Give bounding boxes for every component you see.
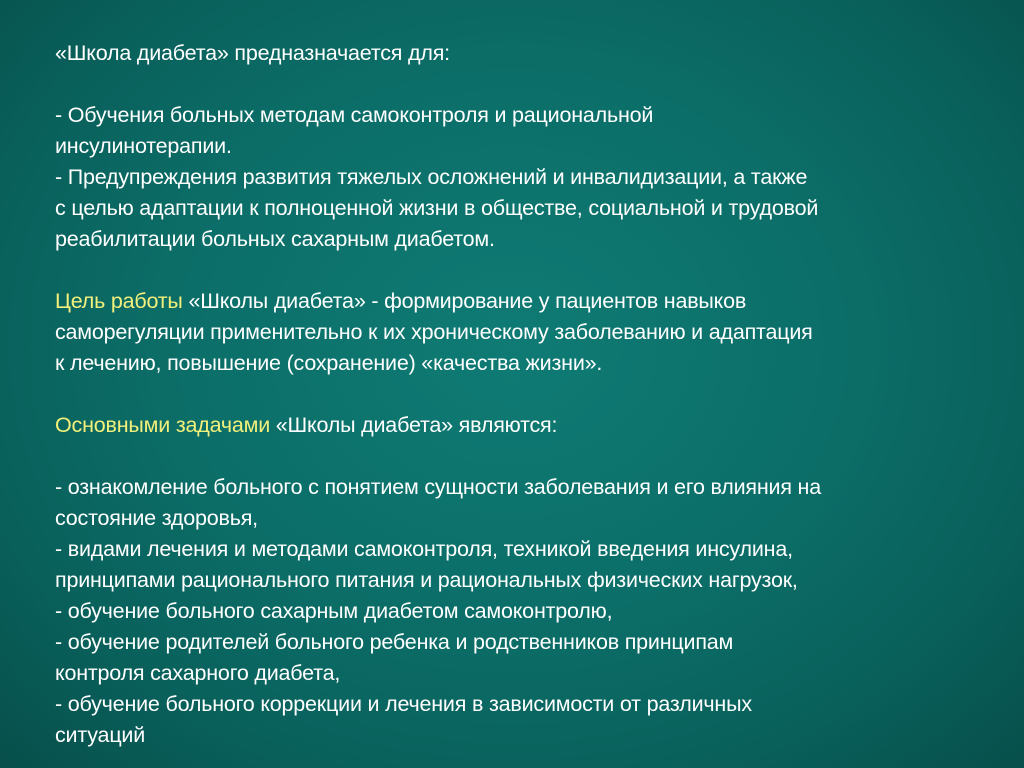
spacer	[55, 441, 995, 472]
tasks-label: Основными задачами	[55, 413, 271, 437]
task-line: - обучение больного коррекции и лечения в зависимости от различных	[55, 692, 752, 716]
purpose-line: - Предупреждения развития тяжелых осложнений и инвалидизации, а также	[55, 165, 808, 189]
goal-paragraph	[55, 286, 995, 379]
purpose-line: - Обучения больных методам самоконтроля и рациональной	[55, 103, 654, 127]
task-line: - обучение родителей больного ребенка и родственников принципам	[55, 630, 734, 654]
goal-label: Цель работы	[55, 289, 183, 313]
task-line: состояние здоровья,	[55, 506, 258, 530]
spacer	[55, 69, 995, 100]
task-line: ситуаций	[55, 723, 146, 747]
task-line: - видами лечения и методами самоконтроля, техникой введения инсулина,	[55, 537, 793, 561]
task-line: контроля сахарного диабета,	[55, 661, 341, 685]
intro-line: «Школа диабета» предназначается для:	[55, 41, 450, 65]
purpose-line: реабилитации больных сахарным диабетом.	[55, 227, 495, 251]
goal-line: саморегуляции применительно к их хроническому заболеванию и адаптация	[55, 320, 813, 344]
task-line: - обучение больного сахарным диабетом самоконтролю,	[55, 599, 613, 623]
goal-text: «Школы диабета» - формирование у пациентов навыков	[182, 289, 747, 313]
spacer	[55, 255, 995, 286]
task-line: - ознакомление больного с понятием сущности заболевания и его влияния на	[55, 475, 821, 499]
goal-line: к лечению, повышение (сохранение) «качества жизни».	[55, 351, 603, 375]
goal-first-line	[55, 286, 995, 317]
purpose-line: с целью адаптации к полноценной жизни в обществе, социальной и трудовой	[55, 196, 819, 220]
task-line: принципами рационального питания и рациональных физических нагрузок,	[55, 568, 798, 592]
spacer	[55, 379, 995, 410]
tasks-heading	[55, 410, 995, 441]
tasks-text: «Школы диабета» являются:	[270, 413, 558, 437]
purpose-line: инсулинотерапии.	[55, 134, 232, 158]
tasks-list	[55, 472, 995, 751]
purpose-list	[55, 100, 995, 255]
slide-text-body	[55, 38, 995, 751]
